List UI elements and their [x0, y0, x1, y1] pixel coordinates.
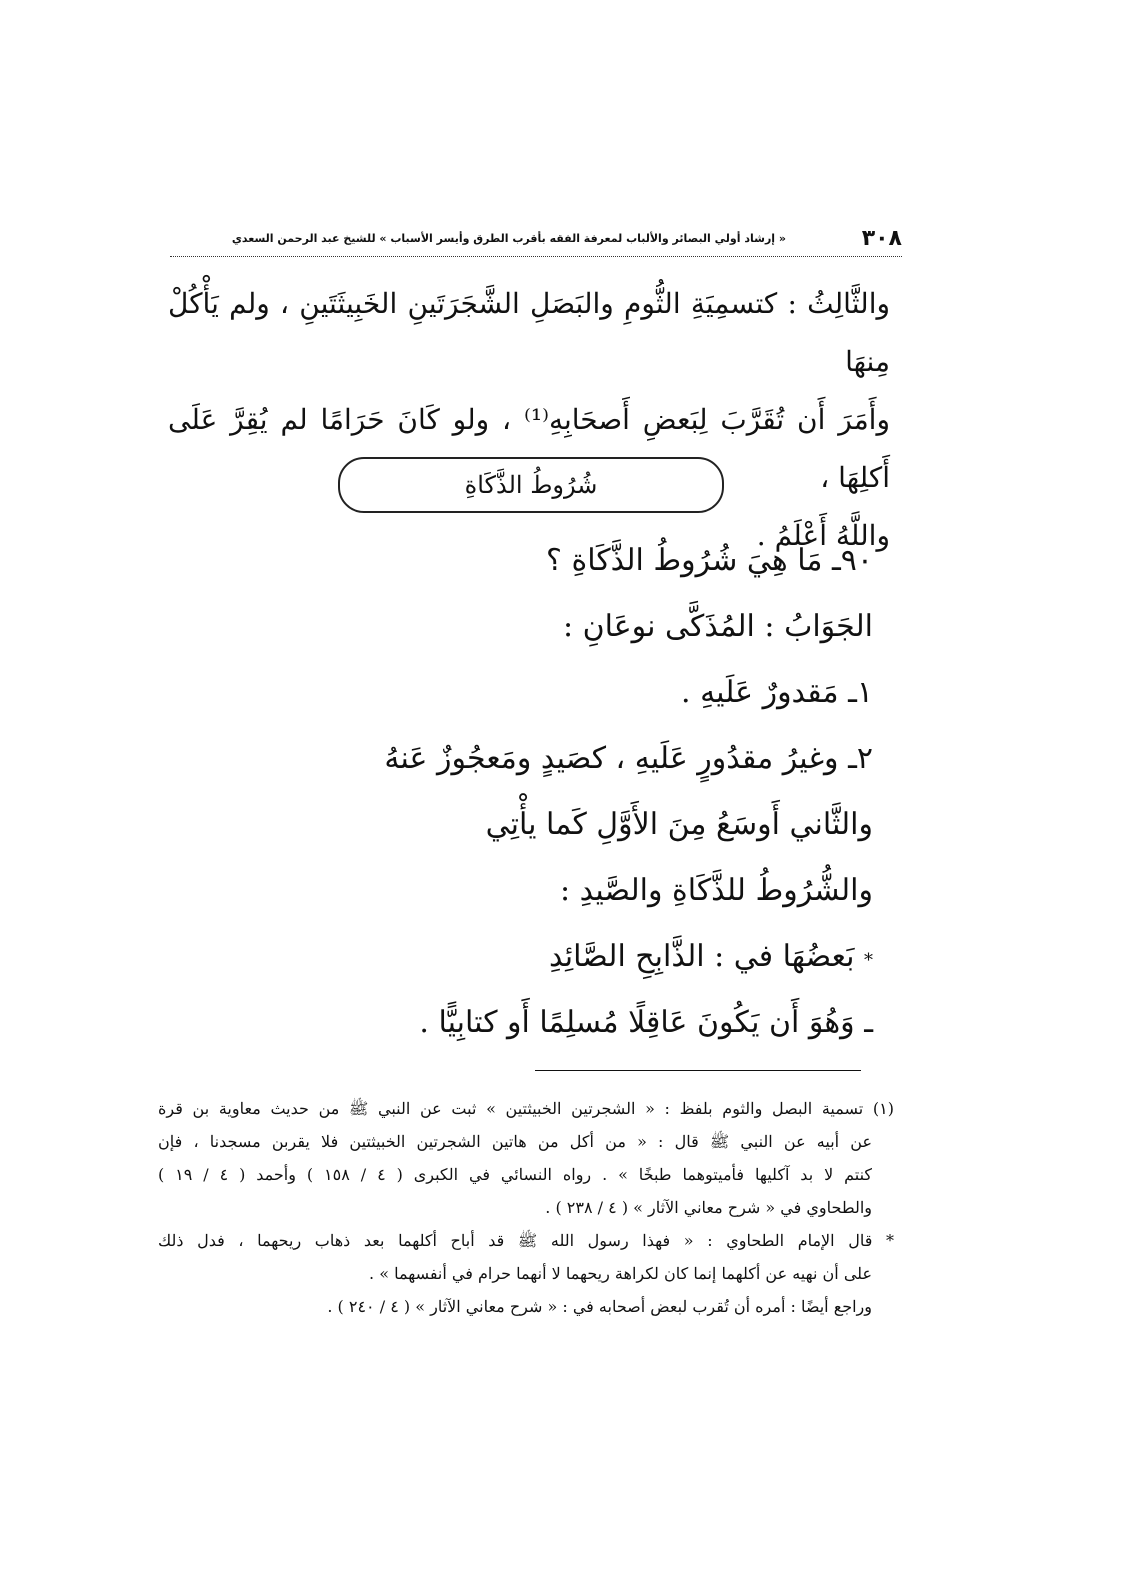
- footnote-separator: [535, 1070, 861, 1071]
- page-number: ٣٠٨: [861, 226, 902, 251]
- condition-line: ـ وَهُوَ أَن يَكُونَ عَاقِلًا مُسلِمًا أَو كتابِيًّا .: [419, 1005, 873, 1040]
- footnote-line: عن أبيه عن النبي ﷺ قال : « من أكل من هاتين الشجرتين الخبيثتين فلا يقربن مسجدنا ، فإن: [158, 1132, 872, 1151]
- conditions-intro: والشُّرُوطُ للذَّكَاةِ والصَّيدِ :: [560, 873, 873, 908]
- footnote-line: * قال الإمام الطحاوي : « فهذا رسول الله ﷺ قد أباح أكلهما بعد ذهاب ريحهما ، فدل ذلك: [158, 1231, 894, 1250]
- running-header-title: « إرشاد أولي البصائر والألباب لمعرفة الفقه بأقرب الطرق وأيسر الأسباب » للشيخ عبد الرحمن السعدي: [231, 232, 786, 245]
- question-line: ٩٠ـ مَا هِيَ شُرُوطُ الذَّكَاةِ ؟: [546, 543, 873, 578]
- answer-intro: الجَوَابُ : المُذَكَّى نوعَانِ :: [562, 609, 873, 644]
- footnote-line: كنتم لا بد آكليها فأميتوهما طبخًا » . رواه النسائي في الكبرى ( ٤ / ١٥٨ ) وأحمد ( ٤ / ١٩ ): [158, 1165, 873, 1184]
- answer-item-1: ١ـ مَقدورٌ عَلَيهِ .: [681, 675, 873, 710]
- intro-paragraph: [168, 275, 890, 565]
- answer-item-2: ٢ـ وغيرُ مقدُورٍ عَلَيهِ ، كصَيدٍ ومَعجُوزٌ عَنهُ: [384, 741, 873, 776]
- footnote-line: والطحاوي في « شرح معاني الآثار » ( ٤ / ٢٣٨ ) .: [545, 1198, 872, 1217]
- intro-line: وأَمَرَ أَن تُقَرَّبَ لِبَعضِ أَصحَابِهِ⁽¹⁾ ، ولو كَانَ حَرَامًا لم يُقِرَّ عَلَى أَكلِهَا ،: [168, 403, 890, 494]
- conditions-bullet: [168, 924, 873, 990]
- answer-note: والثَّاني أَوسَعُ مِنَ الأَوَّلِ كَما يأْتِي: [485, 807, 873, 842]
- question-answer-block: [168, 528, 873, 1056]
- section-heading: شُرُوطُ الذَّكَاةِ: [338, 457, 724, 513]
- intro-line: واللَّهُ أَعْلَمُ .: [756, 519, 890, 552]
- bullet-marker: *: [864, 950, 873, 971]
- intro-line: والثَّالِثُ : كتسمِيَةِ الثُّومِ والبَصَلِ الشَّجَرَتَينِ الخَبِيثَتَينِ ، ولم يَأْكُلْ مِنهَا: [168, 287, 890, 378]
- footnote-line: وراجع أيضًا : أمره أن تُقرب لبعض أصحابه في : « شرح معاني الآثار » ( ٤ / ٢٤٠ ) .: [327, 1297, 872, 1316]
- bullet-text: بَعضُهَا في : الذَّابِحِ الصَّائِدِ: [549, 939, 855, 974]
- footnote-line: على أن نهيه عن أكلهما إنما كان لكراهة ريحهما لا أنهما حرام في أنفسهما » .: [369, 1264, 872, 1283]
- running-header: [170, 226, 902, 257]
- footnotes: [158, 1092, 894, 1323]
- footnote-line: (١) تسمية البصل والثوم بلفظ : « الشجرتين الخبيثتين » ثبت عن النبي ﷺ من حديث معاوية بن قرة: [158, 1099, 894, 1118]
